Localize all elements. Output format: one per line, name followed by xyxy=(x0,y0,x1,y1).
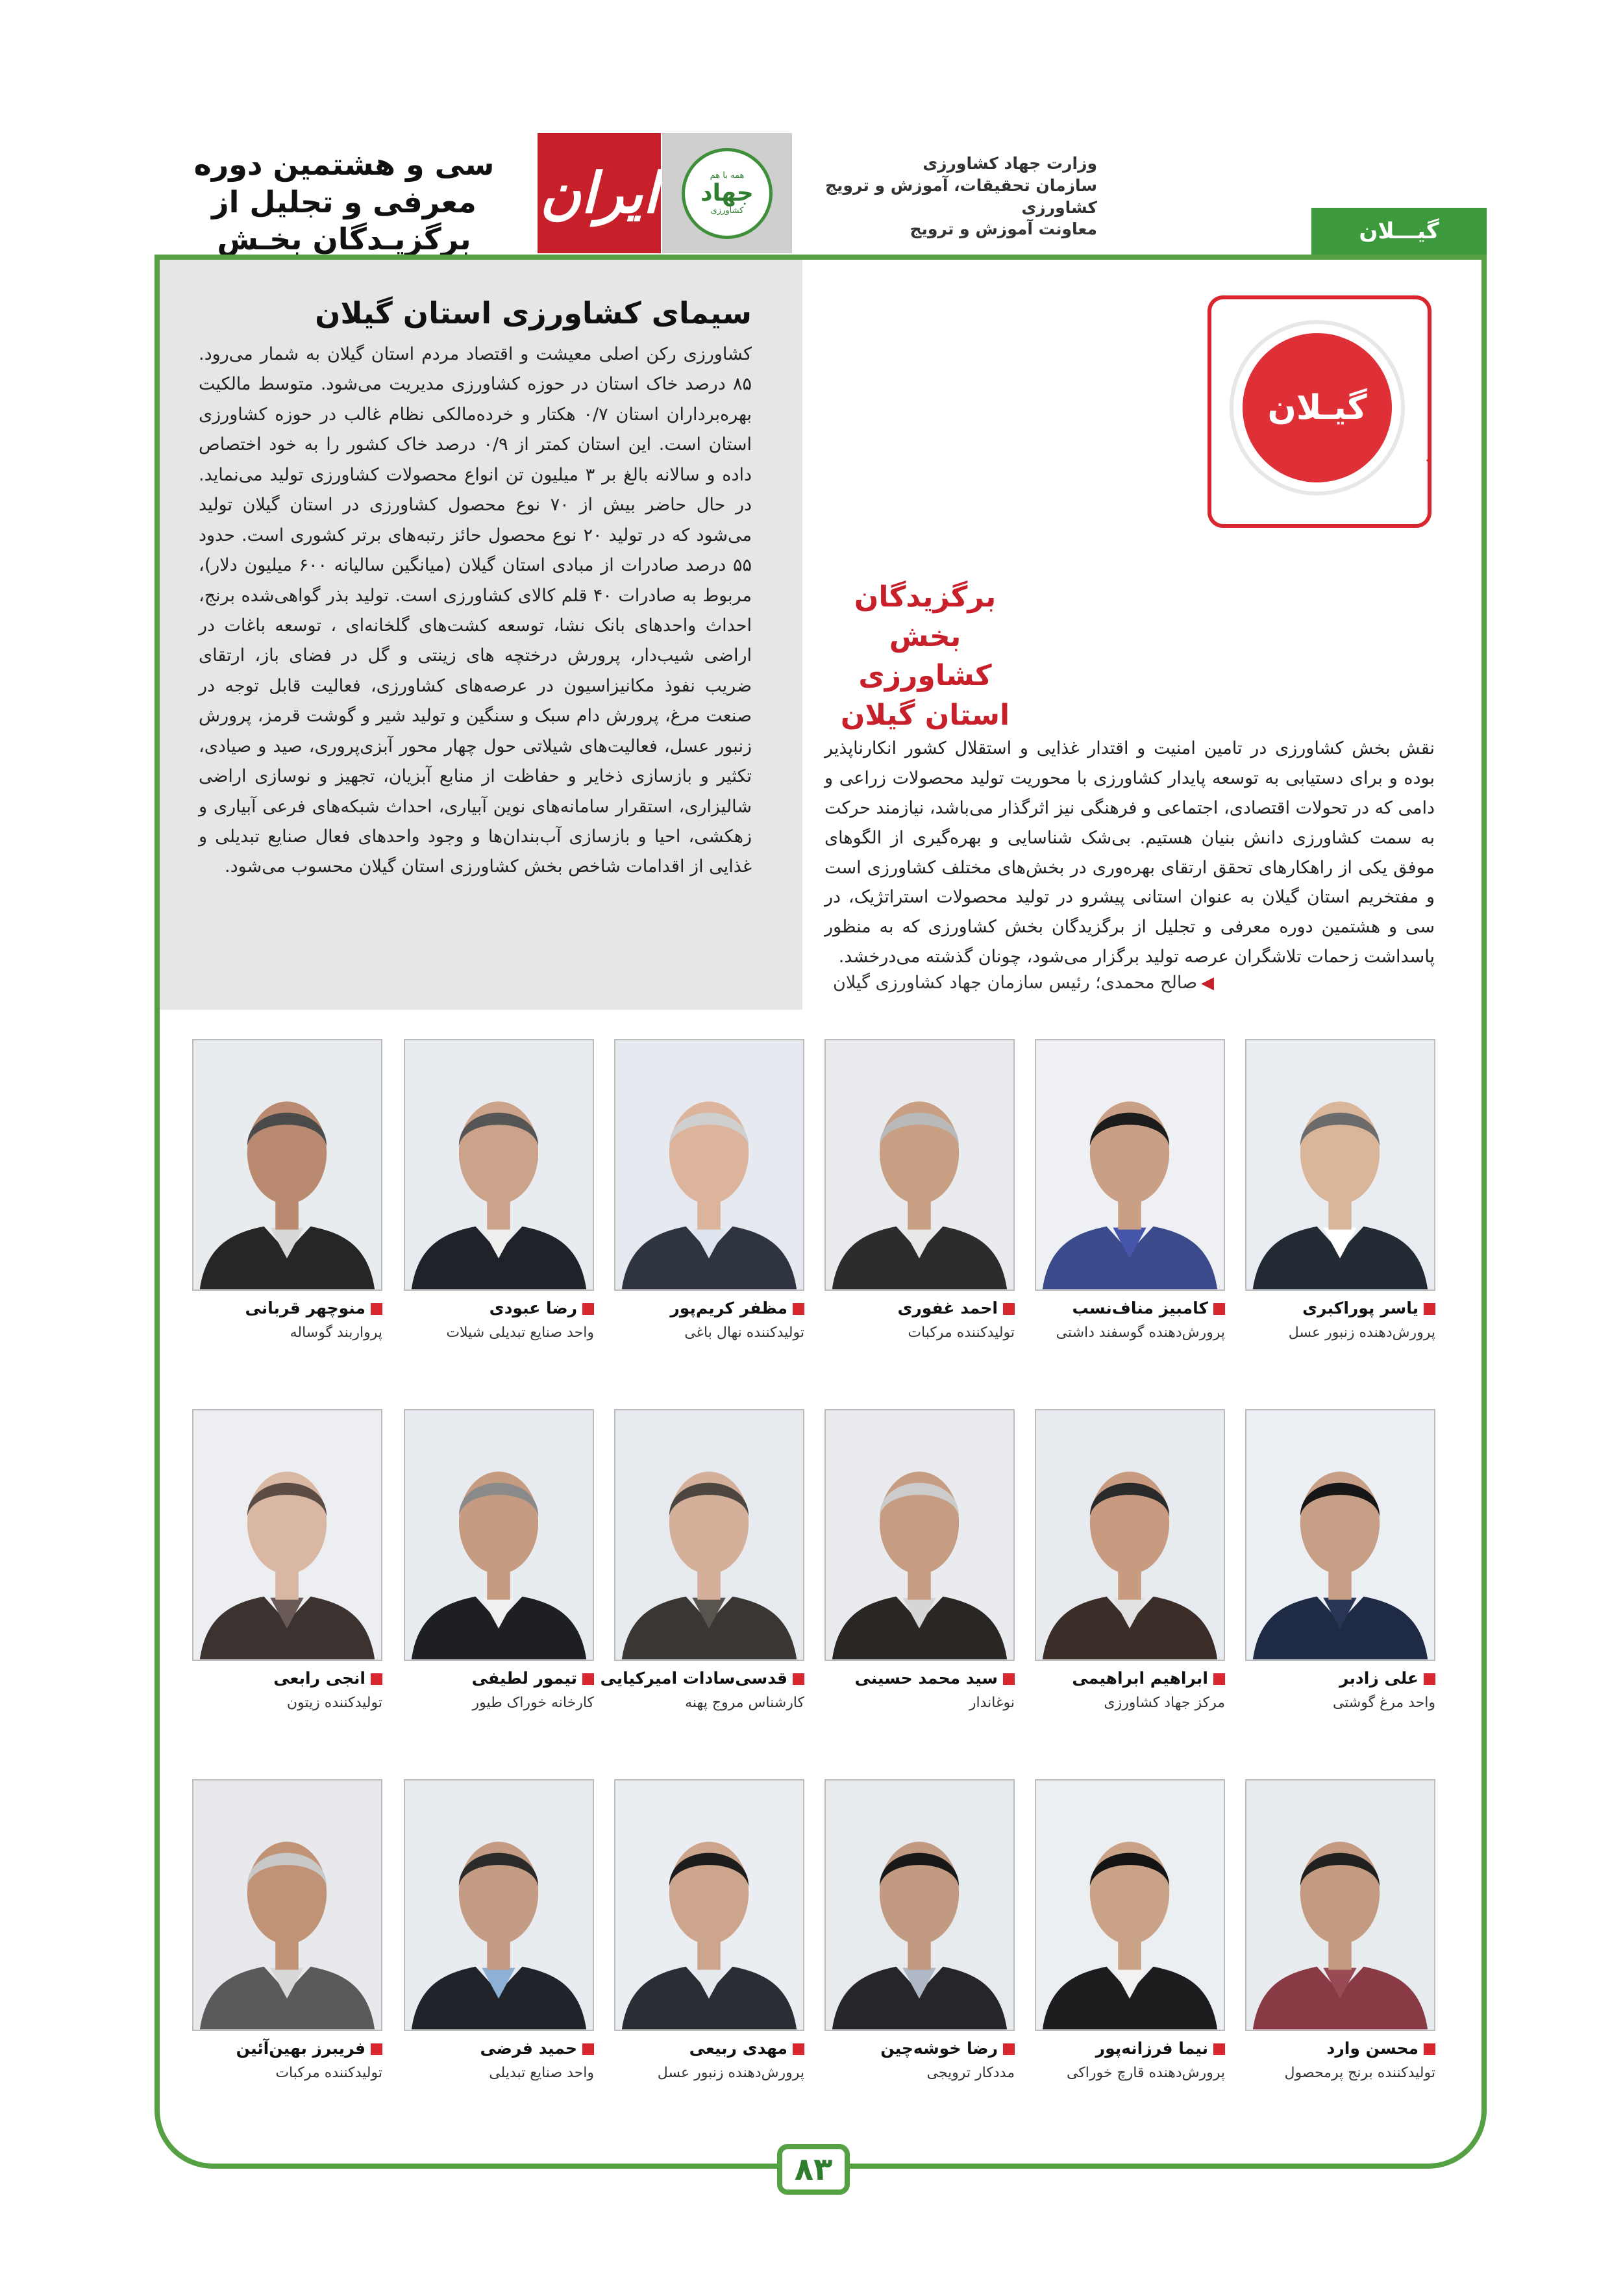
awardee-role: مرکز جهاد کشاورزی xyxy=(1104,1695,1225,1711)
awardee-name-text: فریبرز بهین‌آئین xyxy=(236,2039,365,2058)
awardee-photo xyxy=(614,1409,804,1661)
awardee-role: پرورش‌دهنده زنبور عسل xyxy=(1288,1325,1435,1341)
awardee-role: تولیدکننده مرکبات xyxy=(275,2065,382,2081)
red-square-icon xyxy=(1424,2043,1435,2055)
red-square-icon xyxy=(1424,1303,1435,1315)
awardee-name-text: انجی رابعی xyxy=(273,1669,365,1688)
section-heading-line2: بخش کشاورزی xyxy=(858,619,992,693)
issue-title-line2: برگزیـدگان بخـش xyxy=(217,221,471,256)
awardee-name-text: حمید فرضی xyxy=(480,2039,577,2058)
red-square-icon xyxy=(1213,1673,1225,1685)
province-profile-box xyxy=(160,260,802,1010)
red-square-icon xyxy=(1213,1303,1225,1315)
red-square-icon xyxy=(1213,2043,1225,2055)
ministry-line2: سازمان تحقیقات، آموزش و ترویج کشاورزی xyxy=(824,175,1097,217)
awardee-photo xyxy=(1245,1039,1435,1291)
awardee-name xyxy=(600,1669,804,1688)
jihad-logo-bottom: کشاورزی xyxy=(710,206,744,216)
jihad-emblem-icon xyxy=(682,148,773,239)
awardee-name xyxy=(1035,1299,1225,1317)
red-square-icon xyxy=(371,1303,382,1315)
awardee-name xyxy=(1245,2039,1435,2058)
awardee-photo xyxy=(614,1779,804,2031)
awardee-name xyxy=(1245,1669,1435,1688)
awardee-role: واحد صنایع تبدیلی شیلات xyxy=(446,1325,594,1341)
awardee-name xyxy=(824,1669,1015,1688)
awardee-role: مددکار ترویجی xyxy=(926,2065,1015,2081)
awardee-name-text: محسن وارد xyxy=(1326,2039,1419,2058)
red-square-icon xyxy=(582,1673,594,1685)
ministry-block xyxy=(805,153,1097,240)
ministry-line1: وزارت جهاد کشاورزی xyxy=(923,154,1097,173)
awardee-name-text: رضا عبودی xyxy=(489,1299,577,1317)
awardee-name-text: تیمور لطیفی xyxy=(471,1669,577,1688)
awardee-name-text: کامبیز مناف‌نسب xyxy=(1072,1299,1208,1317)
red-square-icon xyxy=(1003,1673,1015,1685)
red-square-icon xyxy=(1424,1673,1435,1685)
red-square-icon xyxy=(793,1673,804,1685)
awardee-name-text: مظفر کریم‌پور xyxy=(670,1299,787,1317)
awardee-name xyxy=(824,1299,1015,1317)
awardee-photo xyxy=(824,1779,1015,2031)
awardee-photo xyxy=(192,1039,382,1291)
jihad-logo-top: همه با هم xyxy=(710,170,745,181)
awardee-photo xyxy=(404,1779,594,2031)
awardee-name xyxy=(404,1299,594,1317)
awardee-name xyxy=(824,2039,1015,2058)
awardee-photo xyxy=(1245,1779,1435,2031)
red-square-icon xyxy=(1003,1303,1015,1315)
awardee-photo xyxy=(404,1039,594,1291)
red-square-icon xyxy=(793,2043,804,2055)
awardee-role: پرورش‌دهنده زنبور عسل xyxy=(657,2065,804,2081)
awardee-role: نوغاندار xyxy=(969,1695,1015,1711)
awardee-role: واحد مرغ گوشتی xyxy=(1332,1695,1435,1711)
section-heading xyxy=(818,578,1032,736)
awardee-name-text: ابراهیم ابراهیمی xyxy=(1072,1669,1208,1688)
awardee-name xyxy=(1035,2039,1225,2058)
awardee-name-text: رضا خوشه‌چین xyxy=(880,2039,998,2058)
section-heading-line3: استان گیلان xyxy=(840,699,1010,732)
iran-newspaper-logo xyxy=(538,133,661,253)
intro-paragraph: نقش بخش کشاورزی در تامین امنیت و اقتدار غذایی و استقلال کشور انکارناپذیر بوده و برای دستیابی به توسعه پایدار کشاورزی با محوریت تولید محصولات زراعی و دامی که در تحولات اقتصادی، اجتماعی و فرهنگی نیز اثرگذار می‌باشد، نیازمند حرکت به سمت کشاورزی دانش بنیان هستیم. بی‌شک شناسایی و بهره‌گیری از الگوهای موفق یکی از راهکارهای تحقق ارتقای بهره‌وری در بخش‌های مختلف کشاورزی است و مفتخریم استان گیلان به عنوان استانی پیشرو در تولید محصولات استراتژیک، در سی و هشتمین دوره معرفی و تجلیل از برگزیدگان بخش کشاورزی که به منظور پاسداشت زحمات تلاشگران عرصه تولید برگزار می‌شود، چونان گذشته می‌درخشد. xyxy=(824,738,1435,967)
awardee-role: پرواربند گوساله xyxy=(290,1325,382,1341)
section-heading-line1: برگزیدگان xyxy=(854,580,997,614)
awardee-photo xyxy=(1035,1039,1225,1291)
jihad-logo-main: جهاد xyxy=(700,179,754,206)
issue-title-line1: سی و هشتمین دوره معرفی و تجلیل از xyxy=(193,147,495,219)
signature xyxy=(824,973,1214,993)
red-square-icon xyxy=(1003,2043,1015,2055)
awardee-name xyxy=(192,1669,382,1688)
page-number: ۸۳ xyxy=(777,2144,850,2195)
province-profile-body: کشاورزی رکن اصلی معیشت و اقتصاد مردم استان گیلان به شمار می‌رود. ۸۵ درصد خاک استان در حوزه کشاورزی مدیریت می‌شود. متوسط مالکیت بهره‌برداران استان ۰/۷ هکتار و خرده‌مالکی نظام غالب در حوزه کشاورزی استان است. این استان کمتر از ۰/۹ درصد خاک کشور را به خود اختصاص داده و سالانه بالغ بر ۳ میلیون تن انواع محصولات کشاورزی تولید می‌نماید. در حال حاضر بیش از ۷۰ نوع محصول کشاورزی در استان گیلان تولید می‌شود که در تولید ۲۰ نوع محصول حائز رتبه‌های برتر کشوری است. حدود ۵۵ درصد صادرات از مبادی استان گیلان (میانگین سالیانه ۶۰۰ میلیون دلار)، مربوط به صادرات ۴۰ قلم کالای کشاورزی است. تولید بذر گواهی‌شده برنج، احداث واحدهای بانک نشا، توسعه کشت‌های گلخانه‌ای ، توسعه باغات در اراضی شیب‌دار، پرورش درختچه های زینتی و گل در فضای باز، ارتقای ضریب نفوذ مکانیزاسیون در عرصه‌های کشاورزی، فعالیت قابل توجه در صنعت مرغ، پرورش دام سبک و سنگین و تولید شیر و گوشت قرمز، پرورش زنبور عسل، فعالیت‌های شیلاتی حول چهار محور آبزی‌پروری، صید و صیادی، تکثیر و بازسازی ذخایر و حفاظت از منابع آبزیان، تجهیز و نوسازی اراضی شالیزاری، استقرار سامانه‌های نوین آبیاری، احداث شبکه‌های فرعی آبیاری و زهکشی، احیا و بازسازی آب‌بندان‌ها و وجود واحدهای فعال صنایع تبدیلی و غذایی از اقدامات شاخص بخش کشاورزی استان گیلان محسوب می‌شود. xyxy=(199,344,752,877)
red-square-icon xyxy=(371,2043,382,2055)
awardee-photo xyxy=(1035,1779,1225,2031)
awardee-name-text: سید محمد حسینی xyxy=(854,1669,998,1688)
red-square-icon xyxy=(793,1303,804,1315)
awardee-photo xyxy=(404,1409,594,1661)
awardee-role: واحد صنایع تبدیلی xyxy=(489,2065,594,2081)
awardee-photo xyxy=(824,1409,1015,1661)
awardee-role: تولیدکننده مرکبات xyxy=(908,1325,1015,1341)
awardee-name-text: علی زادبر xyxy=(1339,1669,1419,1688)
iran-logo-text: ایران xyxy=(539,160,659,226)
gilan-badge-label: گیـلان xyxy=(1233,324,1401,492)
red-square-icon xyxy=(371,1673,382,1685)
awardee-photo xyxy=(1035,1409,1225,1661)
awardee-photo xyxy=(614,1039,804,1291)
awardee-name-text: مهدی ربیعی xyxy=(689,2039,787,2058)
awardee-role: تولیدکننده نهال باغی xyxy=(684,1325,804,1341)
awardee-name xyxy=(192,2039,382,2058)
awardee-name xyxy=(1035,1669,1225,1688)
awardee-name xyxy=(614,2039,804,2058)
awardee-role: تولیدکننده زیتون xyxy=(286,1695,382,1711)
gilan-badge xyxy=(1208,295,1431,528)
awardee-photo xyxy=(824,1039,1015,1291)
awardee-role: تولیدکننده برنج پرمحصول xyxy=(1284,2065,1435,2081)
awardee-name-text: قدسی‌سادات امیرکیایی xyxy=(600,1669,787,1688)
signature-text: صالح محمدی؛ رئیس سازمان جهاد کشاورزی گیلان xyxy=(833,973,1197,993)
awardee-name xyxy=(404,1669,594,1688)
province-tab: گیـــلان xyxy=(1311,208,1487,255)
signature-arrow-icon: ◀ xyxy=(1201,973,1214,993)
awardee-name xyxy=(192,1299,382,1317)
awardee-role: پرورش‌دهنده گوسفند داشتی xyxy=(1056,1325,1225,1341)
awardee-name-text: یاسر پوراکبری xyxy=(1302,1299,1419,1317)
awardee-name xyxy=(1245,1299,1435,1317)
awardee-name xyxy=(614,1299,804,1317)
province-profile-title: سیمای کشاورزی استان گیلان xyxy=(315,295,752,331)
awardee-role: کارشناس مروج پهنه xyxy=(685,1695,804,1711)
awardee-name xyxy=(404,2039,594,2058)
awardee-role: پرورش‌دهنده قارچ خوراکی xyxy=(1066,2065,1225,2081)
awardee-role: کارخانه خوراک طیور xyxy=(472,1695,594,1711)
awardee-name-text: نیما فرزانه‌پور xyxy=(1095,2039,1208,2058)
awardee-photo xyxy=(192,1779,382,2031)
red-square-icon xyxy=(582,1303,594,1315)
awardee-name-text: احمد غفوری xyxy=(897,1299,998,1317)
awardee-photo xyxy=(1245,1409,1435,1661)
red-square-icon xyxy=(582,2043,594,2055)
jihad-keshavarzi-logo xyxy=(662,133,792,253)
awardee-photo xyxy=(192,1409,382,1661)
awardee-name-text: منوچهر قربانی xyxy=(245,1299,365,1317)
ministry-line3: معاونت آموزش و ترویج xyxy=(910,219,1097,239)
